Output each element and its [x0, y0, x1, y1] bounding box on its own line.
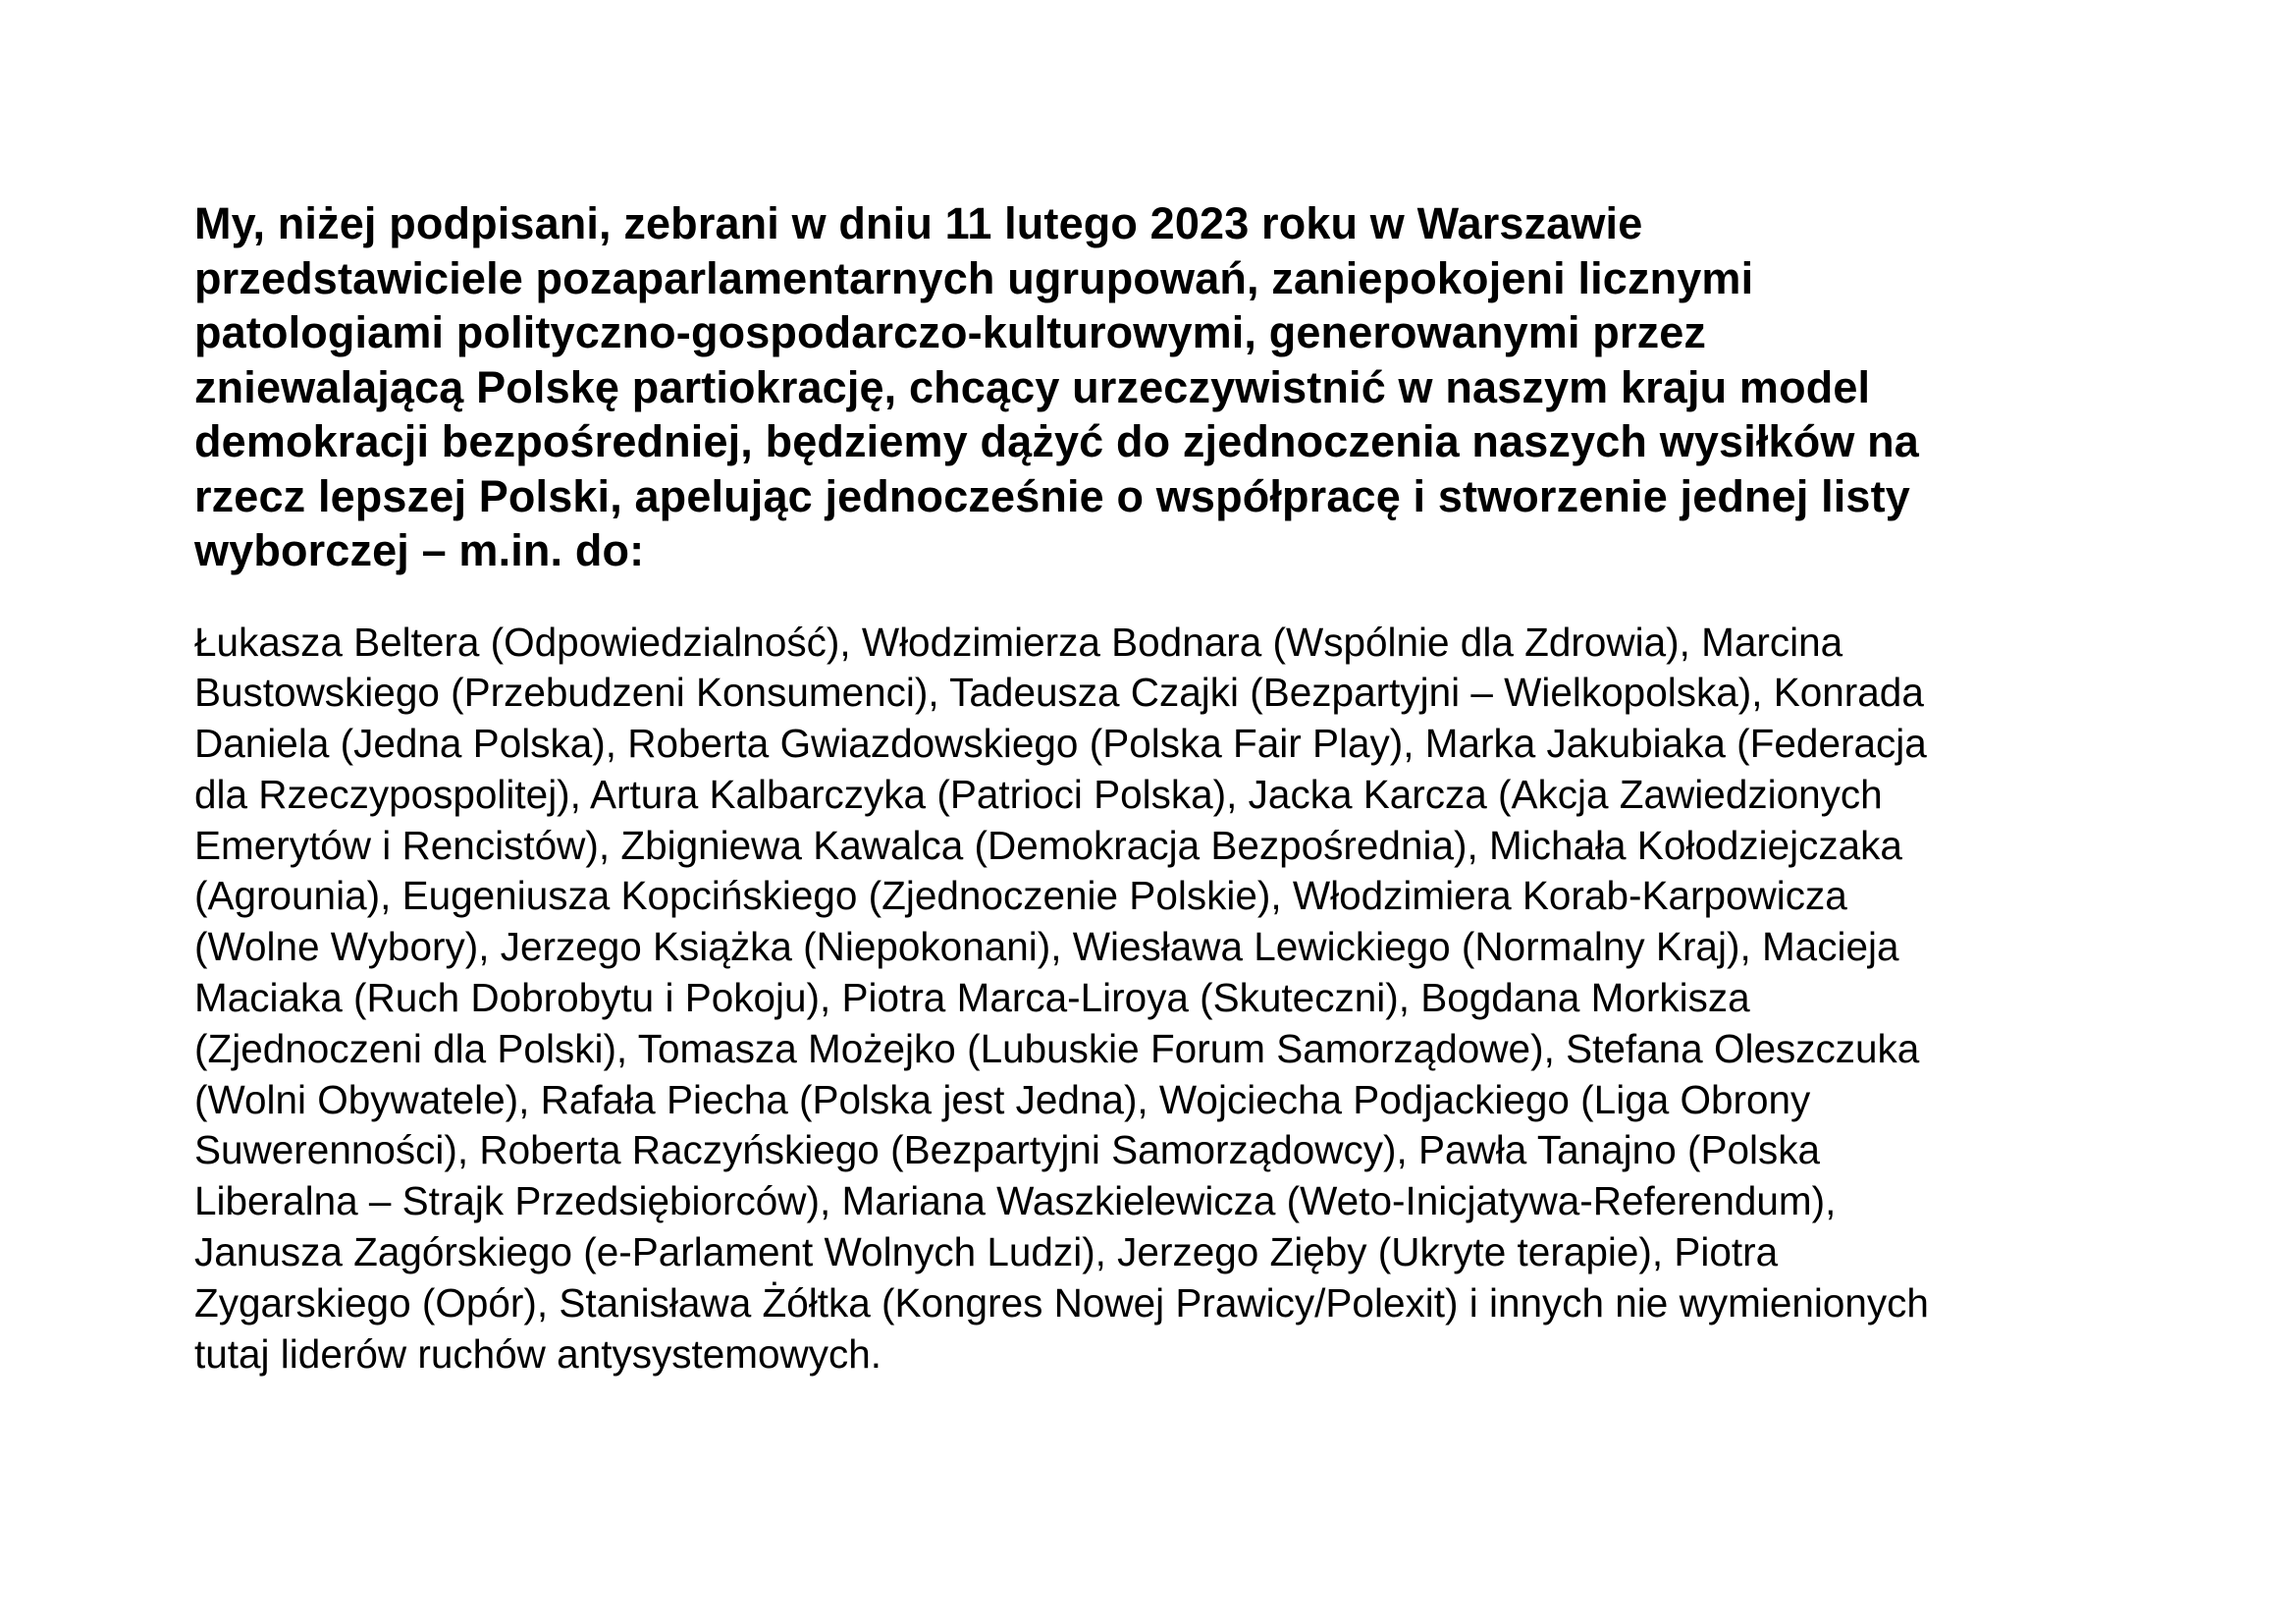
signatories-line: Bustowskiego (Przebudzeni Konsumenci), Tadeusza Czajki (Bezpartyjni – Wielkopolska), Konrada: [194, 670, 1924, 716]
lead-line: demokracji bezpośredniej, będziemy dążyć do zjednoczenia naszych wysiłków na: [194, 416, 1919, 466]
signatories-line: Janusza Zagórskiego (e-Parlament Wolnych Ludzi), Jerzego Zięby (Ukryte terapie), Piotra: [194, 1229, 1779, 1275]
signatories-line: Maciaka (Ruch Dobrobytu i Pokoju), Piotra Marca-Liroya (Skuteczni), Bogdana Morkisza: [194, 975, 1750, 1021]
signatories-line: Suwerenności), Roberta Raczyńskiego (Bezpartyjni Samorządowcy), Pawła Tanajno (Polska: [194, 1127, 1821, 1173]
signatories-line: Liberalna – Strajk Przedsiębiorców), Mariana Waszkielewicza (Weto-Inicjatywa-Referendum),: [194, 1178, 1837, 1224]
lead-line: rzecz lepszej Polski, apelując jednocześnie o współpracę i stworzenie jednej listy: [194, 470, 1910, 521]
signatories-line: Daniela (Jedna Polska), Roberta Gwiazdowskiego (Polska Fair Play), Marka Jakubiaka (Federacja: [194, 721, 1927, 767]
signatories-paragraph: [194, 618, 2118, 1380]
signatories-line: dla Rzeczypospolitej), Artura Kalbarczyka (Patrioci Polska), Jacka Karcza (Akcja Zawiedzionych: [194, 771, 1883, 817]
lead-line: wyborczej – m.in. do:: [194, 525, 645, 575]
declaration-lead-paragraph: [194, 196, 2118, 578]
lead-line: patologiami polityczno-gospodarczo-kulturowymi, generowanymi przez: [194, 307, 1707, 357]
signatories-line: tutaj liderów ruchów antysystemowych.: [194, 1330, 882, 1377]
signatories-line: (Zjednoczeni dla Polski), Tomasza Możejko (Lubuskie Forum Samorządowe), Stefana Oleszczuka: [194, 1025, 1920, 1071]
declaration-text: [194, 196, 2118, 1380]
signatories-line: (Wolne Wybory), Jerzego Książka (Niepokonani), Wiesława Lewickiego (Normalny Kraj), Macieja: [194, 924, 1899, 970]
signatories-line: Zygarskiego (Opór), Stanisława Żółtka (Kongres Nowej Prawicy/Polexit) i innych nie wymienionych: [194, 1279, 1929, 1326]
signatories-line: (Wolni Obywatele), Rafała Piecha (Polska jest Jedna), Wojciecha Podjackiego (Liga Obrony: [194, 1076, 1811, 1122]
signatories-line: Łukasza Beltera (Odpowiedzialność), Włodzimierza Bodnara (Wspólnie dla Zdrowia), Marcina: [194, 619, 1843, 665]
lead-line: przedstawiciele pozaparlamentarnych ugrupowań, zaniepokojeni licznymi: [194, 252, 1754, 303]
lead-line: zniewalającą Polskę partiokrację, chcący urzeczywistnić w naszym kraju model: [194, 361, 1871, 412]
signatories-line: (Agrounia), Eugeniusza Kopcińskiego (Zjednoczenie Polskie), Włodzimiera Korab-Karpowicza: [194, 873, 1847, 919]
lead-line: My, niżej podpisani, zebrani w dniu 11 lutego 2023 roku w Warszawie: [194, 198, 1643, 248]
signatories-line: Emerytów i Rencistów), Zbigniewa Kawalca (Demokracja Bezpośrednia), Michała Kołodziejczaka: [194, 822, 1902, 868]
